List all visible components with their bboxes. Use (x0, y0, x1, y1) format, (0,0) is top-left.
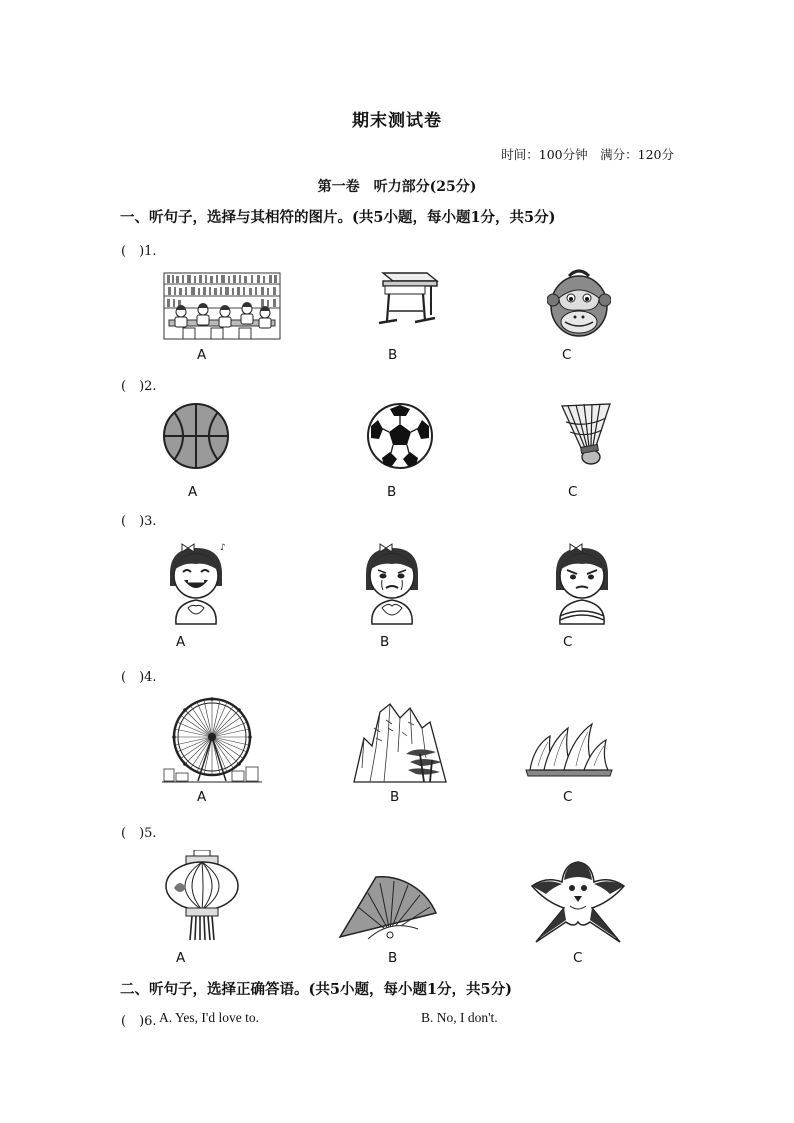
option-letter: A (197, 347, 207, 363)
option-letter: B (387, 484, 397, 500)
kite-icon (530, 856, 626, 944)
shuttlecock-icon (558, 402, 614, 468)
exam-meta: 时间：100分钟 满分：120分 (501, 147, 674, 162)
angry-girl-icon (546, 542, 618, 626)
mountain-icon (350, 698, 450, 784)
ferris-wheel-icon (162, 697, 262, 783)
question-number: ( )4. (121, 670, 157, 685)
question-number: ( )6. (121, 1014, 157, 1029)
option-letter: C (562, 347, 572, 363)
question-number: ( )1. (121, 244, 157, 259)
option-letter: B (390, 789, 400, 805)
svg-text:♪: ♪ (220, 543, 226, 553)
crying-girl-icon (356, 542, 428, 626)
option-letter: A (176, 634, 186, 650)
question-number: ( )5. (121, 826, 157, 841)
basketball-icon (162, 402, 230, 470)
option-letter: C (563, 789, 573, 805)
answer-option-a: A. Yes, I'd love to. (159, 1010, 259, 1025)
fan-icon (338, 873, 438, 943)
library-icon (163, 272, 281, 340)
option-letter: C (563, 634, 573, 650)
section2-heading: 二、听句子，选择正确答语。(共5小题，每小题1分，共5分) (120, 981, 512, 998)
answer-option-b: B. No, I don't. (421, 1010, 498, 1025)
section1-heading: 一、听句子，选择与其相符的图片。(共5小题，每小题1分，共5分) (120, 209, 556, 226)
part-title: 第一卷 听力部分(25分) (317, 179, 477, 195)
option-letter: A (176, 950, 186, 966)
lantern-icon (160, 850, 244, 942)
question-number: ( )2. (121, 379, 157, 394)
football-icon (366, 402, 434, 470)
option-letter: A (188, 484, 198, 500)
option-letter: B (388, 950, 398, 966)
desk-icon (375, 267, 441, 329)
option-letter: C (573, 950, 583, 966)
question-number: ( )3. (121, 514, 157, 529)
option-letter: A (197, 789, 207, 805)
happy-girl-icon (160, 542, 232, 626)
page-title: 期末测试卷 (352, 111, 442, 131)
opera-house-icon (524, 718, 614, 778)
monkey-backpack-icon (547, 268, 611, 340)
option-letter: B (380, 634, 390, 650)
option-letter: B (388, 347, 398, 363)
option-letter: C (568, 484, 578, 500)
